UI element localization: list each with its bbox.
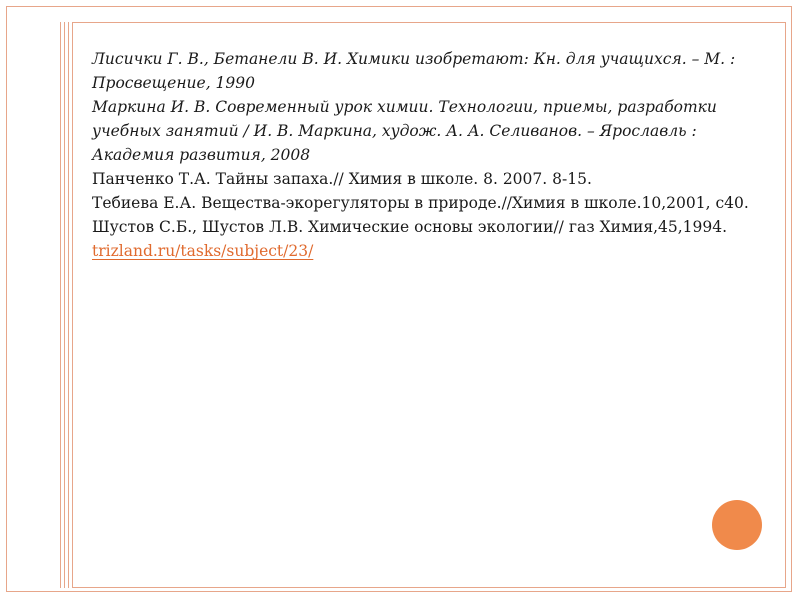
reference-link[interactable]: trizland.ru/tasks/subject/23/ — [92, 242, 314, 260]
reference-item: Шустов С.Б., Шустов Л.В. Химические основы экологии// газ Химия,45,1994. — [92, 218, 728, 236]
reference-item: Маркина И. В. Современный урок химии. Технологии, приемы, разработки учебных занятий / И. В. Маркина, худож. А. А. Селиванов. – Ярославль : Академия развития, 2008 — [92, 98, 717, 164]
reference-item: Панченко Т.А. Тайны запаха.// Химия в школе. 8. 2007. 8-15. — [92, 170, 592, 188]
decorative-circle — [712, 500, 762, 550]
reference-item: Лисички Г. В., Бетанели В. И. Химики изобретают: Кн. для учащихся. – М. : Просвещение, 1990 — [92, 50, 736, 92]
reference-list — [92, 47, 772, 263]
decorative-rule-3 — [68, 22, 69, 588]
decorative-rule-1 — [60, 22, 61, 588]
decorative-rule-2 — [64, 22, 65, 588]
reference-item: Тебиева Е.А. Вещества-экорегуляторы в природе.//Химия в школе.10,2001, с40. — [92, 194, 749, 212]
